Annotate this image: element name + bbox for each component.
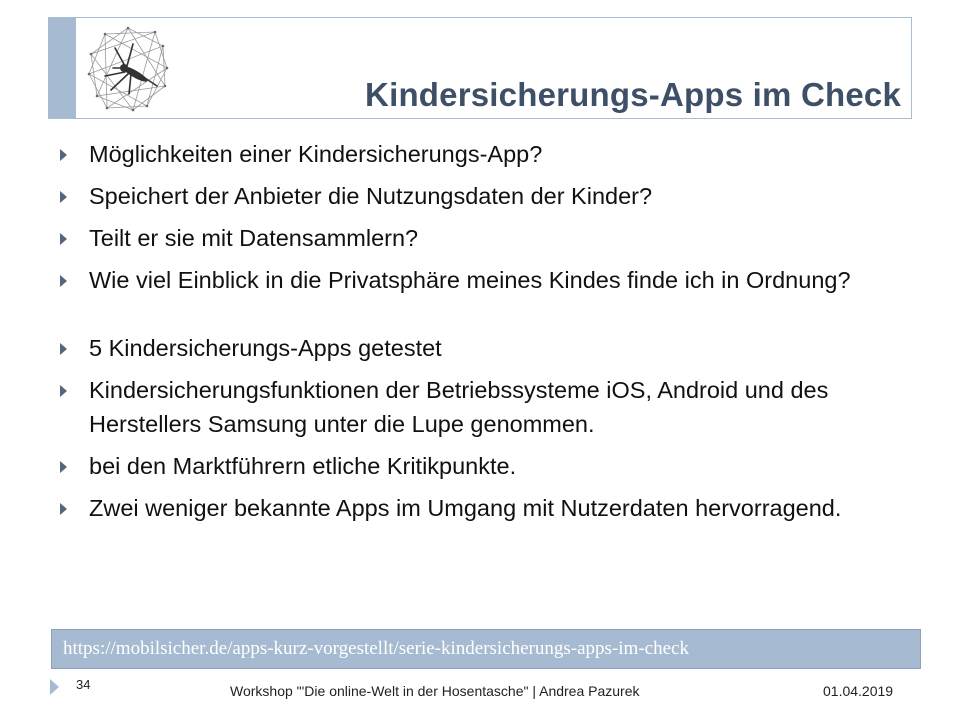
bullet-text: Speichert der Anbieter die Nutzungsdaten der Kinder? (89, 183, 653, 209)
bullet-item (60, 221, 920, 255)
triangle-right-icon (60, 343, 67, 355)
bullet-item (60, 263, 920, 297)
source-link-bar (51, 629, 921, 669)
triangle-right-icon (60, 233, 67, 245)
bullet-text: Wie viel Einblick in die Privatsphäre meines Kindes finde ich in Ordnung? (89, 267, 851, 293)
bullet-item (60, 491, 920, 525)
bullet-item (60, 331, 920, 365)
bullet-item (60, 449, 920, 483)
bullet-text: bei den Marktführern etliche Kritikpunkte. (89, 453, 517, 479)
mosquito-logo-icon (85, 24, 171, 114)
bullet-text: 5 Kindersicherungs-Apps getestet (89, 335, 442, 361)
page-number: 34 (76, 677, 91, 692)
slide-title: Kindersicherungs-Apps im Check (365, 76, 901, 113)
bullet-item (60, 373, 920, 441)
triangle-right-icon (60, 461, 67, 473)
triangle-right-icon (60, 503, 67, 515)
bullet-item (60, 179, 920, 213)
triangle-right-icon (60, 385, 67, 397)
bullet-text: Kindersicherungsfunktionen der Betriebssysteme iOS, Android und des Herstellers Samsung unter die Lupe genommen. (89, 377, 829, 437)
bullet-list (60, 137, 920, 533)
bullet-text: Teilt er sie mit Datensammlern? (89, 225, 419, 251)
footer-text: Workshop "'Die online-Welt in der Hosentasche" | Andrea Pazurek (230, 683, 640, 699)
bullet-text: Zwei weniger bekannte Apps im Umgang mit Nutzerdaten hervorragend. (89, 495, 842, 521)
bullet-item (60, 137, 920, 171)
bullet-text: Möglichkeiten einer Kindersicherungs-App? (89, 141, 543, 167)
source-link[interactable]: https://mobilsicher.de/apps-kurz-vorgestellt/serie-kindersicherungs-apps-im-check (63, 638, 689, 659)
title-header (48, 17, 912, 119)
triangle-right-icon (60, 275, 67, 287)
triangle-right-icon (60, 149, 67, 161)
footer-date: 01.04.2019 (823, 683, 894, 699)
title-accent-bar (49, 18, 76, 118)
footer-arrow-icon (50, 679, 59, 695)
triangle-right-icon (60, 191, 67, 203)
